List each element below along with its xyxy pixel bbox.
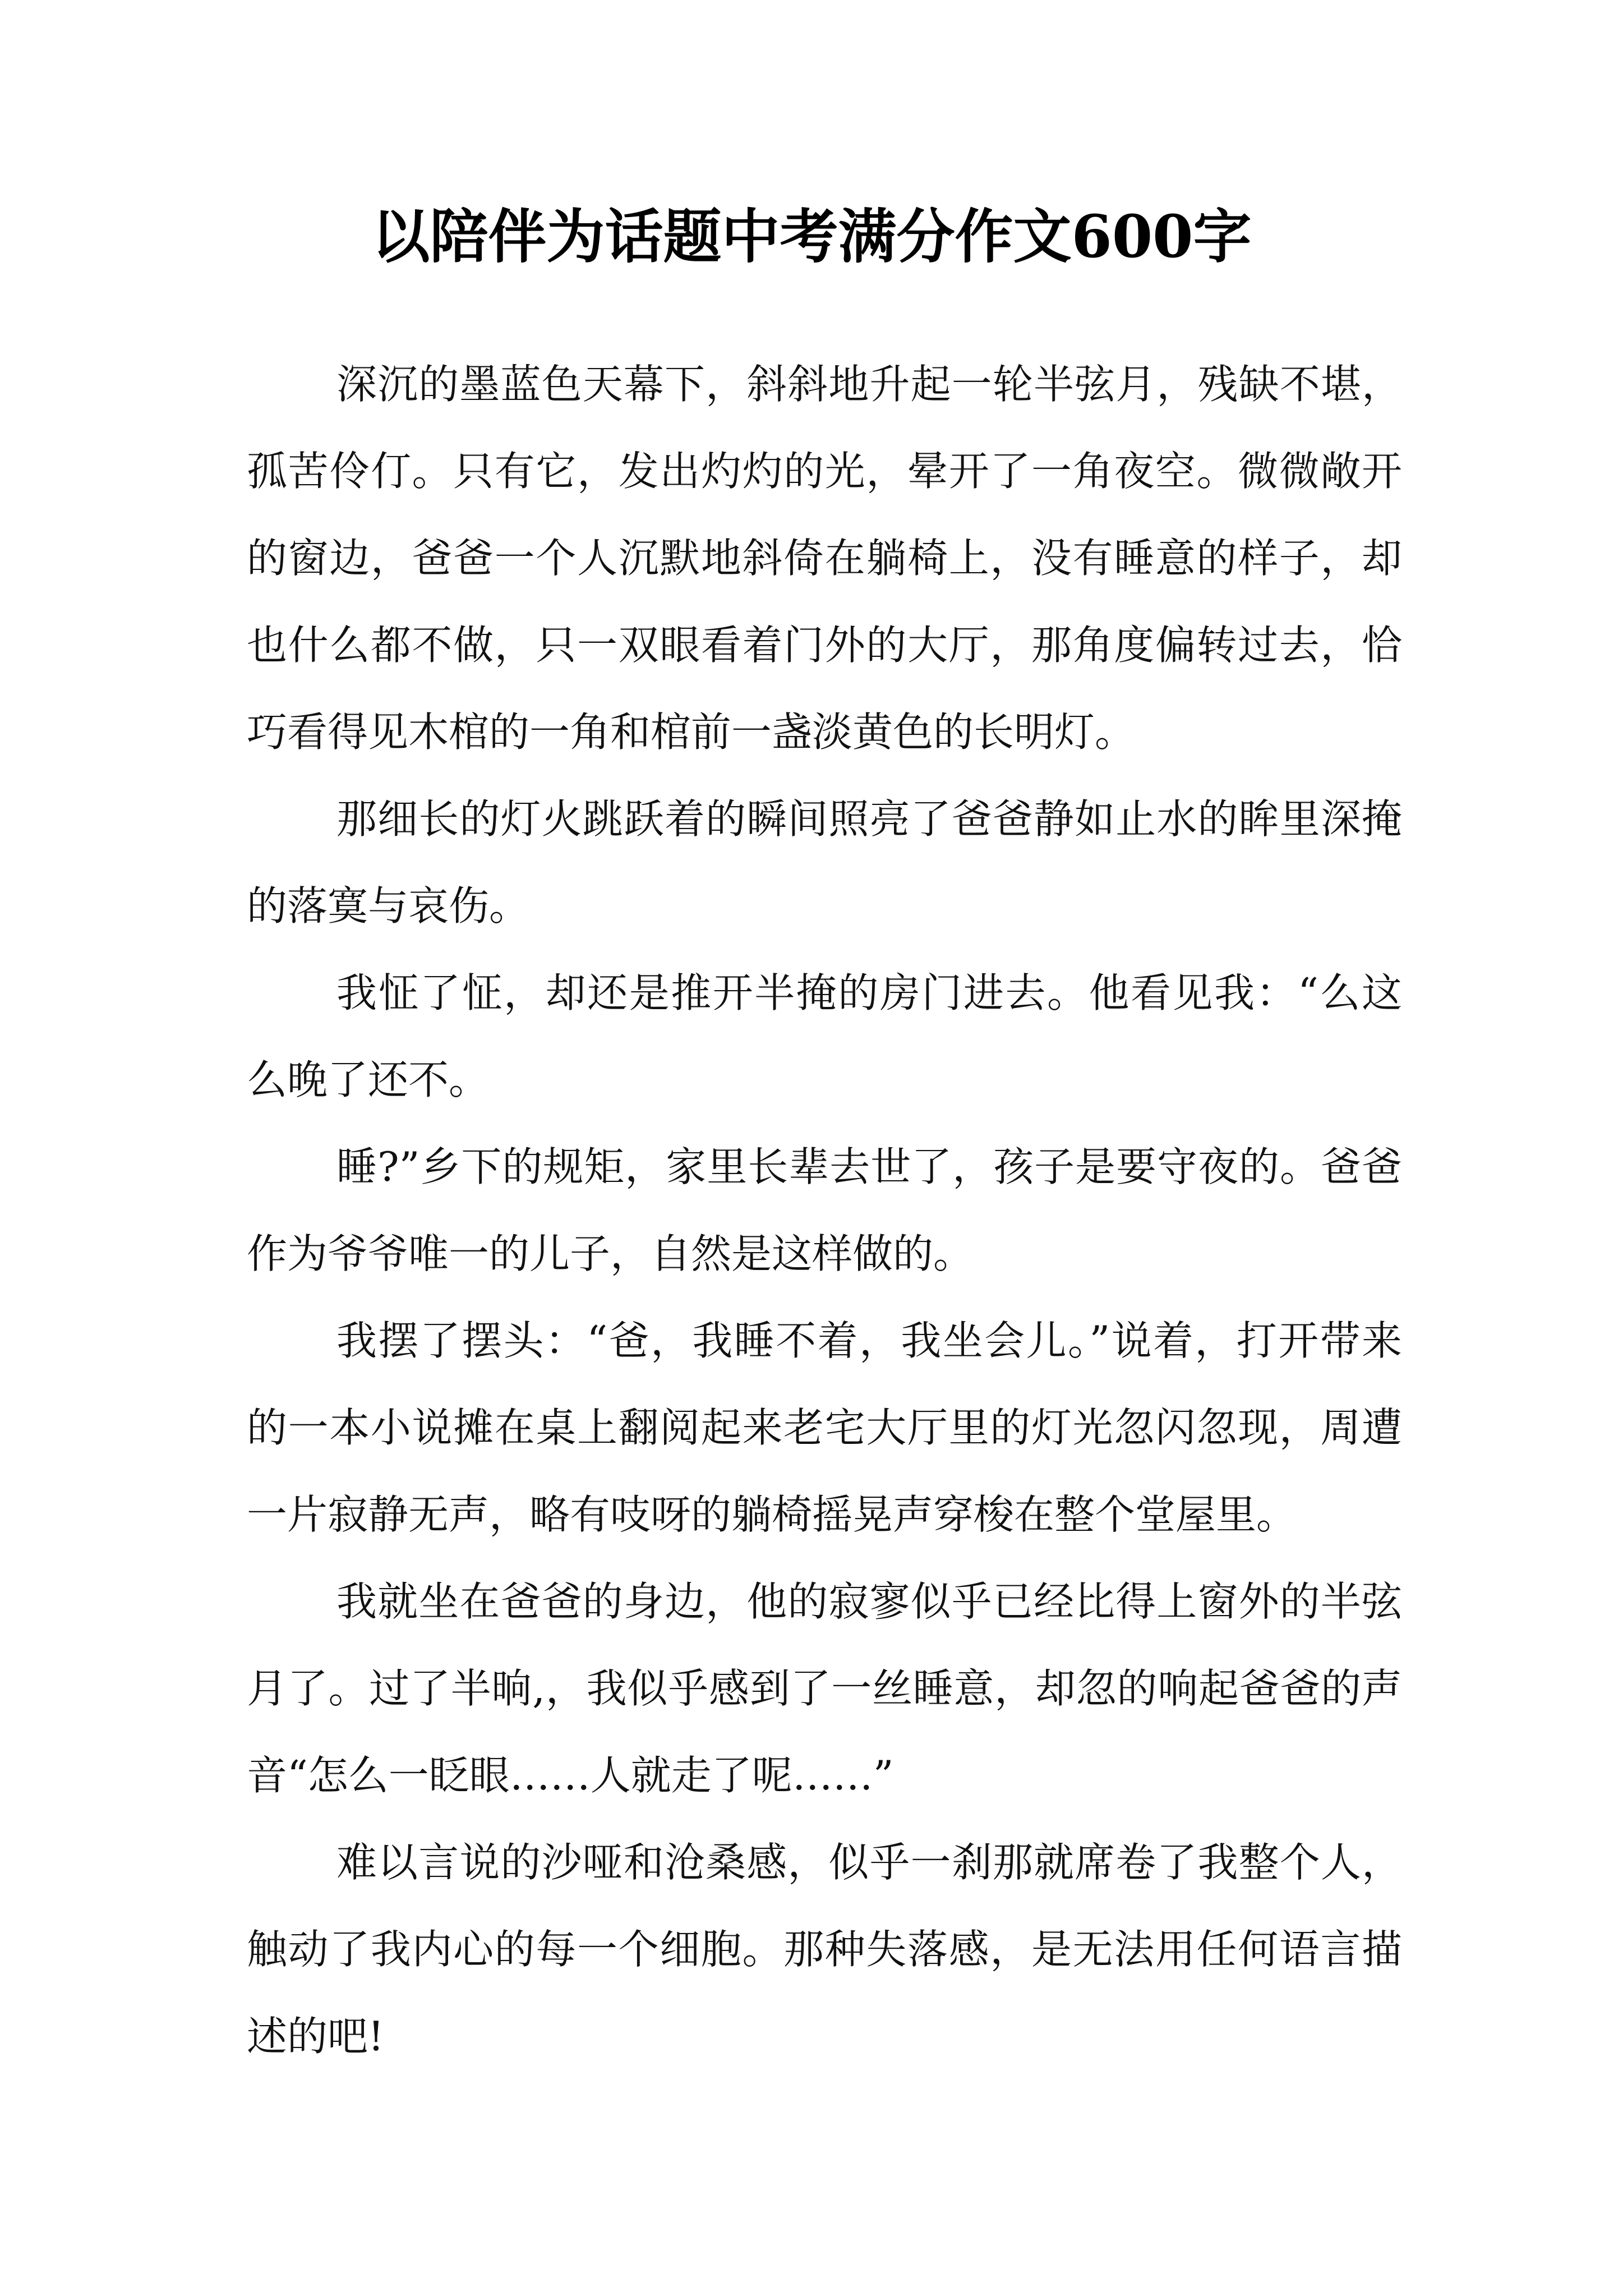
- paragraph: 我摆了摆头：“爸，我睡不着，我坐会儿。”说着，打开带来的一本小说摊在桌上翻阅起来老宅大厅里的灯光忽闪忽现，周遭一片寂静无声，略有吱呀的躺椅摇晃声穿梭在整个堂屋里。: [247, 1317, 1402, 1538]
- paragraph: 难以言说的沙哑和沧桑感，似乎一刹那就席卷了我整个人，触动了我内心的每一个细胞。那种失落感，是无法用任何语言描述的吧!: [247, 1839, 1402, 2060]
- paragraph: 睡?”乡下的规矩，家里长辈去世了，孩子是要守夜的。爸爸作为爷爷唯一的儿子，自然是这样做的。: [247, 1143, 1402, 1277]
- paragraph: 我就坐在爸爸的身边，他的寂寥似乎已经比得上窗外的半弦月了。过了半晌,，我似乎感到了一丝睡意，却忽的响起爸爸的声音“怎么一眨眼……人就走了呢……”: [247, 1578, 1402, 1799]
- paragraph: 深沉的墨蓝色天幕下，斜斜地升起一轮半弦月，残缺不堪，孤苦伶仃。只有它，发出灼灼的光，晕开了一角夜空。微微敞开的窗边，爸爸一个人沉默地斜倚在躺椅上，没有睡意的样子，却也什么都不做，只一双眼看着门外的大厅，那角度偏转过去，恰巧看得见木棺的一角和棺前一盏淡黄色的长明灯。: [247, 361, 1402, 756]
- paragraph: 那细长的灯火跳跃着的瞬间照亮了爸爸静如止水的眸里深掩的落寞与哀伤。: [247, 795, 1402, 930]
- essay-body: [247, 341, 1402, 2080]
- paragraph: 我怔了怔，却还是推开半掩的房门进去。他看见我：“么这么晚了还不。: [247, 969, 1402, 1103]
- page-title: 以陪伴为话题中考满分作文600字: [371, 202, 1252, 271]
